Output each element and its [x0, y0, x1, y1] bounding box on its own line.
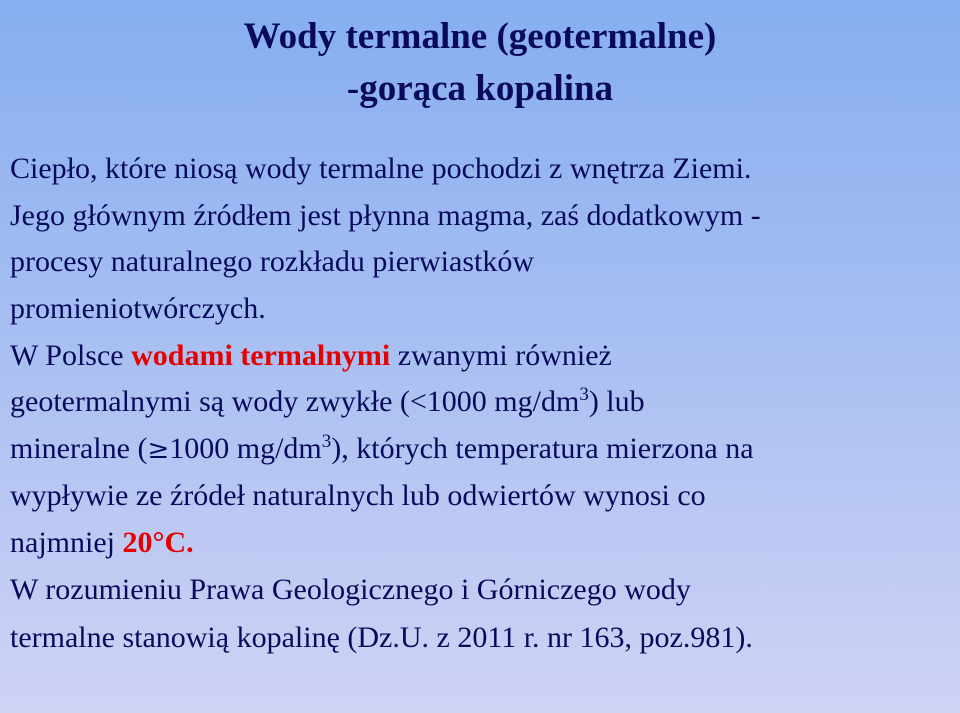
text-fragment: zwanymi również	[390, 339, 612, 372]
text-fragment: 1000 mg/dm	[169, 431, 322, 465]
text-line	[10, 333, 955, 379]
text-line	[10, 520, 955, 566]
superscript: 3	[579, 384, 589, 406]
slide-title-line-1: Wody termalne (geotermalne)	[243, 16, 717, 57]
text-line: Jego głównym źródłem jest płynna magma, zaś dodatkowym -	[10, 198, 761, 232]
text-fragment: najmniej	[10, 525, 123, 559]
text-fragment: ), których temperatura mierzona na	[331, 431, 754, 465]
highlight-term: wodami termalnymi	[131, 339, 391, 372]
paragraph-heat-origin	[10, 146, 955, 332]
text-fragment: ) lub	[588, 385, 645, 419]
slide-title-line-2: -gorąca kopalina	[346, 68, 614, 109]
greater-equal-symbol: ≥	[147, 434, 170, 465]
text-fragment: mineralne (	[10, 431, 148, 465]
text-line: termalne stanowią kopalinę (Dz.U. z 2011 r. nr 163, poz.981).	[10, 620, 753, 654]
paragraph-legal	[10, 566, 955, 661]
text-fragment: W Polsce	[10, 339, 132, 372]
superscript: 3	[321, 430, 332, 452]
text-line	[10, 426, 955, 473]
text-line: W rozumieniu Prawa Geologicznego i Górniczego wody	[10, 573, 691, 606]
text-line	[10, 379, 955, 425]
text-line: wypływie ze źródeł naturalnych lub odwiertów wynosi co	[10, 479, 706, 513]
text-line: Ciepło, które niosą wody termalne pochodzi z wnętrza Ziemi.	[10, 152, 752, 185]
text-line: procesy naturalnego rozkładu pierwiastków	[10, 245, 534, 278]
paragraph-definition	[10, 333, 955, 566]
text-fragment: geotermalnymi są wody zwykłe (<1000 mg/dm	[10, 385, 580, 419]
text-line: promieniotwórczych.	[10, 291, 266, 325]
temperature-value: 20°C.	[122, 525, 194, 559]
